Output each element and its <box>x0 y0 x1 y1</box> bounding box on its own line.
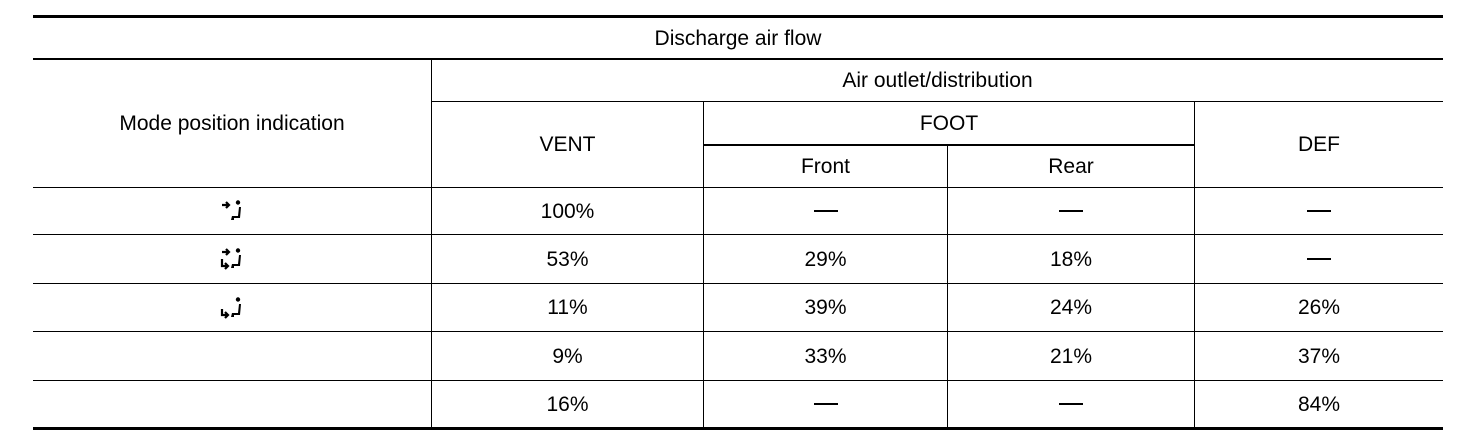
mode-cell <box>33 188 431 234</box>
dash-mark <box>1307 210 1331 212</box>
front-cell <box>704 381 947 427</box>
front-cell <box>704 188 947 234</box>
vent-header: VENT <box>539 133 596 156</box>
dash-mark <box>814 403 838 405</box>
vent-cell: 53% <box>546 247 589 271</box>
rear-header: Rear <box>1048 155 1094 178</box>
dash-mark <box>1059 210 1083 212</box>
vent-cell: 9% <box>552 344 583 368</box>
def-cell: 84% <box>1297 392 1341 416</box>
rear-cell <box>948 188 1194 234</box>
front-cell: 29% <box>804 247 847 271</box>
front-cell: 33% <box>804 344 847 368</box>
rear-cell: 18% <box>1049 247 1093 271</box>
mode-cell <box>33 284 431 331</box>
def-cell: 37% <box>1297 344 1341 368</box>
front-header: Front <box>800 155 850 178</box>
vent-mode-icon <box>219 199 245 223</box>
mode-cell <box>33 332 431 380</box>
mode-header: Mode position indication <box>119 112 345 135</box>
dash-mark <box>814 210 838 212</box>
rear-cell: 21% <box>1049 344 1093 368</box>
def-header: DEF <box>1298 133 1340 156</box>
bi-level-mode-icon <box>219 247 245 271</box>
rear-cell: 24% <box>1049 296 1093 319</box>
table-title: Discharge air flow <box>654 26 822 50</box>
vent-cell: 100% <box>540 199 595 223</box>
vent-cell: 11% <box>547 296 588 319</box>
front-cell: 39% <box>804 296 847 319</box>
rear-cell <box>948 381 1194 427</box>
foot-mode-icon <box>219 296 245 320</box>
def-cell: 26% <box>1297 296 1341 319</box>
foot-header: FOOT <box>919 111 979 135</box>
table-bottom-border <box>33 427 1443 430</box>
def-cell <box>1195 235 1443 283</box>
mode-cell <box>33 381 431 427</box>
dash-mark <box>1059 403 1083 405</box>
vent-cell: 16% <box>546 392 589 416</box>
mode-cell <box>33 235 431 283</box>
dash-mark <box>1307 258 1331 260</box>
outlet-group-header: Air outlet/distribution <box>842 69 1033 92</box>
def-cell <box>1195 188 1443 234</box>
